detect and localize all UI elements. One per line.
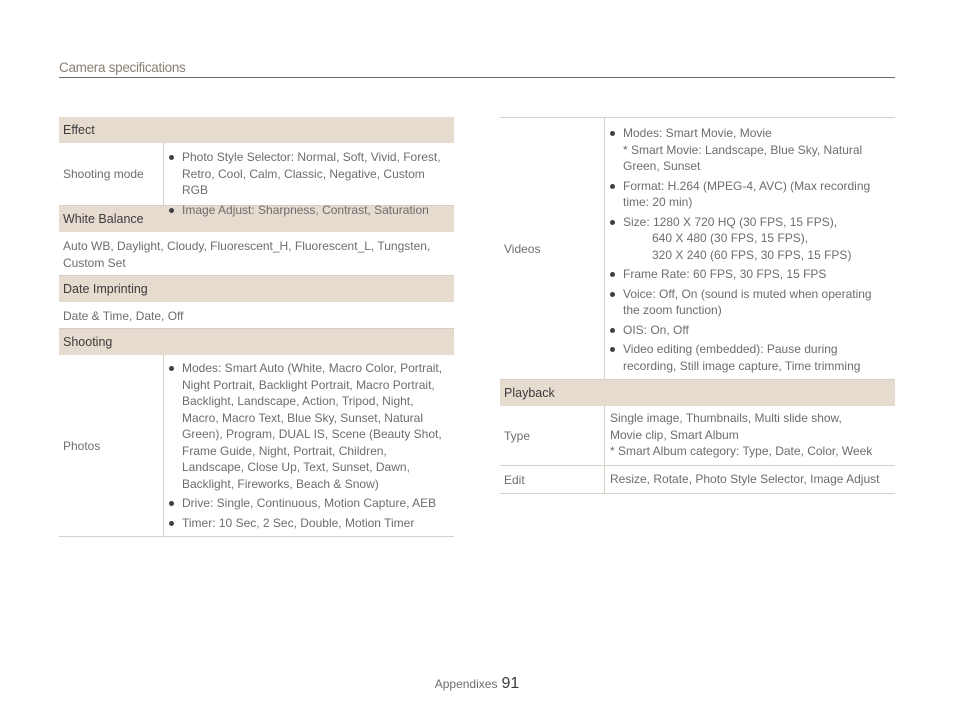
bullet-icon	[610, 272, 615, 277]
list-item: Timer: 10 Sec, 2 Sec, Double, Motion Timer	[169, 515, 450, 532]
list-item: OIS: On, Off	[610, 322, 891, 339]
section-playback: Playback	[500, 380, 895, 406]
type-label: Type	[500, 406, 605, 465]
photos-value	[164, 355, 454, 536]
footer-section: Appendixes	[434, 677, 498, 691]
bullet-icon	[610, 184, 615, 189]
type-value: Single image, Thumbnails, Multi slide show, Movie clip, Smart Album * Smart Album category: Type, Date, Color, Week	[605, 406, 895, 465]
bullet-icon	[169, 501, 174, 506]
list-item: Drive: Single, Continuous, Motion Capture, AEB	[169, 495, 450, 512]
smart-movie-note: * Smart Movie: Landscape, Blue Sky, Natural Green, Sunset	[623, 142, 863, 173]
white-balance-value: Auto WB, Daylight, Cloudy, Fluorescent_H, Fluorescent_L, Tungsten, Custom Set	[59, 232, 454, 276]
section-white-balance: White Balance	[59, 206, 454, 232]
row-type	[500, 406, 895, 466]
bullet-icon	[169, 208, 174, 213]
left-spec-table	[59, 117, 454, 537]
list-item: Photo Style Selector: Normal, Soft, Vivid, Forest, Retro, Cool, Calm, Classic, Negative, Custom RGB	[169, 149, 450, 199]
shooting-mode-label: Shooting mode	[59, 143, 164, 205]
list-item: Frame Rate: 60 FPS, 30 FPS, 15 FPS	[610, 266, 891, 283]
bullet-icon	[610, 131, 615, 136]
list-item: Format: H.264 (MPEG-4, AVC) (Max recording time: 20 min)	[610, 178, 891, 211]
videos-value	[605, 118, 895, 379]
bullet-icon	[610, 328, 615, 333]
list-item: Image Adjust: Sharpness, Contrast, Saturation	[169, 202, 450, 219]
bullet-icon	[169, 155, 174, 160]
list-item: Video editing (embedded): Pause during recording, Still image capture, Time trimming	[610, 341, 891, 374]
bullet-icon	[169, 366, 174, 371]
right-spec-table	[500, 117, 895, 494]
bullet-icon	[610, 292, 615, 297]
list-item: Voice: Off, On (sound is muted when operating the zoom function)	[610, 286, 891, 319]
page-number: 91	[501, 675, 520, 692]
edit-value: Resize, Rotate, Photo Style Selector, Image Adjust	[610, 472, 880, 487]
list-item: Modes: Smart Movie, Movie * Smart Movie: Landscape, Blue Sky, Natural Green, Sunset	[610, 125, 891, 175]
bullet-icon	[169, 521, 174, 526]
page-header: Camera specifications	[59, 60, 895, 78]
list-item: Modes: Smart Auto (White, Macro Color, Portrait, Night Portrait, Backlight Portrait, Macro Portrait, Backlight, Landscape, Action, Tripod, Night, Macro, Macro Text, Blue Sky, Sunset, Natural Green), Program, DUAL IS, Scene (Beauty Shot, Frame Guide, Night, Portrait, Children, Landscape, Close Up, Text, Sunset, Dawn, Backlight, Fireworks, Beach & Snow)	[169, 360, 450, 492]
row-videos	[500, 118, 895, 380]
list-item: Size: 1280 X 720 HQ (30 FPS, 15 FPS), 640 X 480 (30 FPS, 15 FPS), 320 X 240 (60 FPS, 30 FPS, 15 FPS)	[610, 214, 891, 264]
row-photos	[59, 355, 454, 537]
edit-label: Edit	[500, 466, 605, 493]
section-shooting: Shooting	[59, 329, 454, 355]
section-effect: Effect	[59, 117, 454, 143]
row-shooting-mode	[59, 143, 454, 217]
smart-album-note: * Smart Album category: Type, Date, Color, Week	[610, 444, 873, 458]
row-edit	[500, 466, 895, 494]
photos-label: Photos	[59, 355, 164, 536]
bullet-icon	[610, 347, 615, 352]
bullet-icon	[610, 220, 615, 225]
date-imprinting-value: Date & Time, Date, Off	[59, 302, 454, 329]
shooting-mode-value	[164, 143, 454, 217]
page-footer	[0, 675, 954, 693]
section-date-imprinting: Date Imprinting	[59, 276, 454, 302]
videos-label: Videos	[500, 118, 605, 379]
